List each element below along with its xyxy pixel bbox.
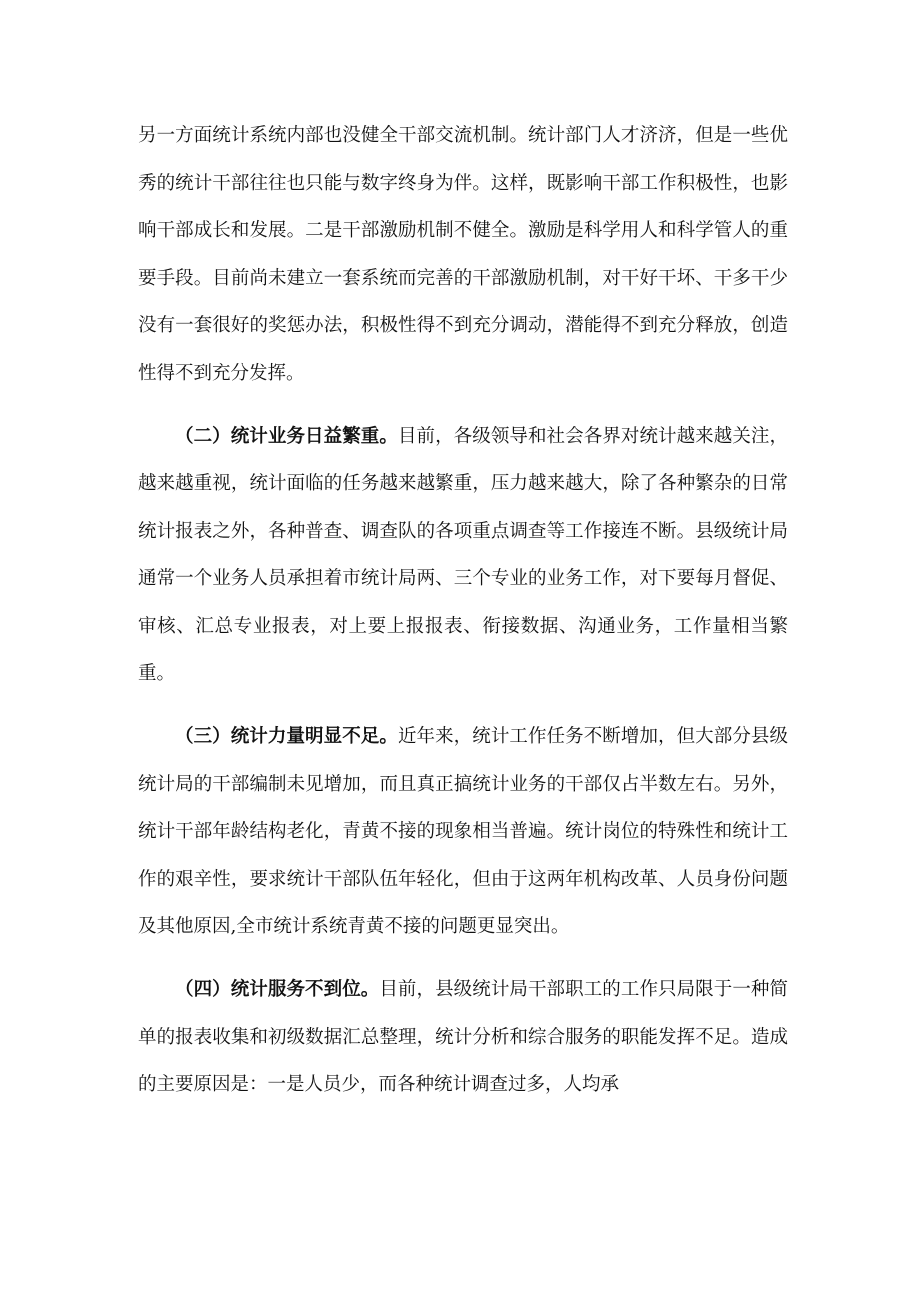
section-heading: （二）统计业务日益繁重。 [175,425,398,447]
paragraph-body: 另一方面统计系统内部也没健全干部交流机制。统计部门人才济济，但是一些优秀的统计干部往往也只能与数字终身为伴。这样，既影响干部工作积极性，也影响干部成长和发展。二是干部激励机制不健全。激励是科学用人和科学管人的重要手段。目前尚未建立一套系统而完善的干部激励机制，对干好干坏、干多干少没有一套很好的奖惩办法，积极性得不到充分调动，潜能得不到充分释放，创造性得不到充分发挥。 [138,125,788,384]
paragraph-section-3 [138,713,788,951]
section-heading: （三）统计力量明显不足。 [175,726,398,747]
paragraph-body: 目前，各级领导和社会各界对统计越来越关注，越来越重视，统计面临的任务越来越繁重，压力越来越大，除了各种繁杂的日常统计报表之外，各种普查、调查队的各项重点调查等工作接连不断。县级统计局通常一个业务人员承担着市统计局两、三个专业的业务工作，对下要每月督促、审核、汇总专业报表，对上要上报报表、衔接数据、沟通业务，工作量相当繁重。 [138,425,788,684]
section-heading: （四）统计服务不到位。 [175,979,380,1000]
document-page [138,112,788,1124]
paragraph-body: 目前，县级统计局干部职工的工作只局限于一种简单的报表收集和初级数据汇总整理，统计分析和综合服务的职能发挥不足。造成的主要原因是：一是人员少，而各种统计调查过多，人均承 [138,979,788,1095]
paragraph-continuation [138,112,788,397]
paragraph-section-2 [138,413,788,698]
paragraph-body: 近年来，统计工作任务不断增加，但大部分县级统计局的干部编制未见增加，而且真正搞统计业务的干部仅占半数左右。另外，统计干部年龄结构老化，青黄不接的现象相当普遍。统计岗位的特殊性和统计工作的艰辛性，要求统计干部队伍年轻化，但由于这两年机构改革、人员身份问题及其他原因,全市统计系统青黄不接的问题更显突出。 [138,726,788,937]
paragraph-section-4 [138,966,788,1109]
